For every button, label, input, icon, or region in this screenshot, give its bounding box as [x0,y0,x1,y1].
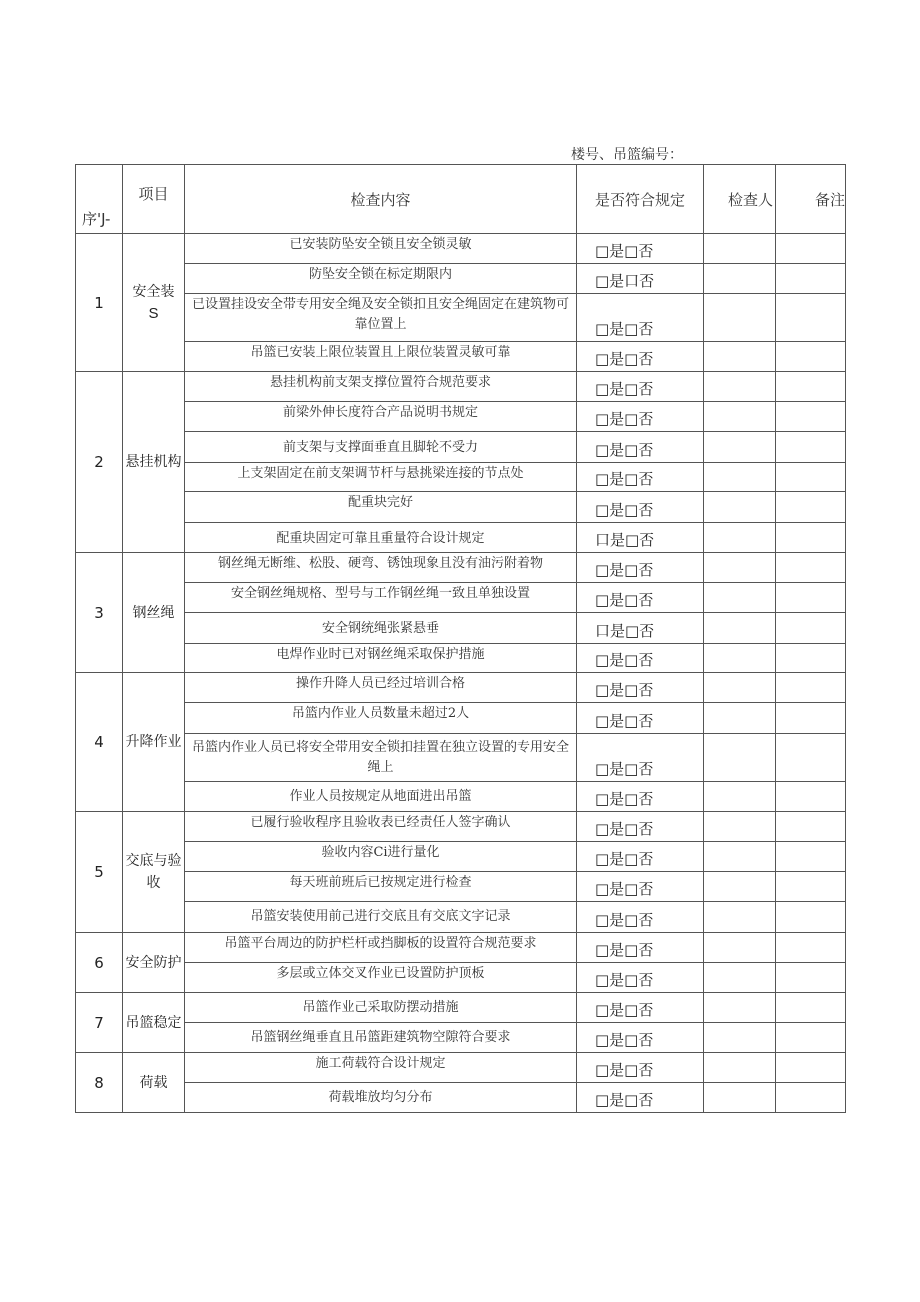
group-item-sub: S [148,304,159,322]
inspection-table [75,164,846,1113]
inspector-cell[interactable] [704,463,776,492]
remark-cell[interactable] [776,583,846,613]
check-content: 吊篮安装使用前己进行交底且有交底文字记录 [185,902,577,933]
check-content: 安全钢丝绳规格、型号与工作钢丝绳一致且单独设置 [185,583,577,613]
comply-checkbox[interactable]: □是□否 [577,342,704,372]
comply-checkbox[interactable]: 口是□否 [577,613,704,644]
remark-cell[interactable] [776,432,846,463]
check-content: 已履行验收程序且验收表已经责任人签字确认 [185,812,577,842]
inspector-cell[interactable] [704,902,776,933]
comply-checkbox[interactable]: □是□否 [577,644,704,673]
check-content: 吊篮已安装上限位装置且上限位装置灵敏可靠 [185,342,577,372]
check-content: 施工荷载符合设计规定 [185,1053,577,1083]
comply-checkbox[interactable]: □是□否 [577,234,704,264]
group-seq: 1 [76,234,123,372]
check-content: 前梁外伸长度符合产品说明书规定 [185,402,577,432]
check-content: 配重块固定可靠且重量符合设计规定 [185,523,577,553]
inspector-cell[interactable] [704,583,776,613]
check-content: 上支架固定在前支架调节杆与悬挑梁连接的节点处 [185,463,577,492]
remark-cell[interactable] [776,342,846,372]
group-seq: 3 [76,553,123,673]
inspector-cell[interactable] [704,432,776,463]
inspector-cell[interactable] [704,1053,776,1083]
inspector-cell[interactable] [704,933,776,963]
remark-cell[interactable] [776,933,846,963]
remark-cell[interactable] [776,1083,846,1113]
group-seq: 6 [76,933,123,993]
check-content: 操作升降人员已经过培训合格 [185,673,577,703]
group-seq: 8 [76,1053,123,1113]
table-row [76,644,846,673]
table-row [76,234,846,264]
remark-cell[interactable] [776,613,846,644]
remark-cell[interactable] [776,523,846,553]
inspector-cell[interactable] [704,812,776,842]
table-row [76,264,846,294]
group-item: 吊篮稳定 [123,993,185,1053]
table-row [76,963,846,993]
inspector-cell[interactable] [704,372,776,402]
table-row [76,842,846,872]
table-row [76,993,846,1023]
table-row [76,1053,846,1083]
remark-cell[interactable] [776,993,846,1023]
group-item: 安全装 S [123,234,185,372]
table-row [76,492,846,523]
comply-checkbox[interactable]: □是□否 [577,842,704,872]
table-row [76,613,846,644]
remark-cell[interactable] [776,1023,846,1053]
comply-checkbox[interactable]: □是□否 [577,902,704,933]
header-content: 检查内容 [185,165,577,234]
remark-cell[interactable] [776,734,846,782]
group-seq: 7 [76,993,123,1053]
remark-cell[interactable] [776,234,846,264]
comply-checkbox[interactable]: □是□否 [577,673,704,703]
inspector-cell[interactable] [704,492,776,523]
remark-cell[interactable] [776,782,846,812]
inspector-cell[interactable] [704,782,776,812]
table-row [76,583,846,613]
comply-checkbox[interactable]: □是□否 [577,1083,704,1113]
comply-checkbox[interactable]: □是□否 [577,372,704,402]
comply-checkbox[interactable]: □是□否 [577,872,704,902]
check-content: 钢丝绳无断维、松股、硬弯、锈蚀现象且没有油污附着物 [185,553,577,583]
table-row [76,902,846,933]
remark-cell[interactable] [776,402,846,432]
check-content: 防坠安全锁在标定期限内 [185,264,577,294]
table-row [76,1023,846,1053]
remark-cell[interactable] [776,872,846,902]
check-content: 多层或立体交叉作业已设置防护顶板 [185,963,577,993]
inspector-cell[interactable] [704,342,776,372]
comply-checkbox[interactable]: □是□否 [577,432,704,463]
check-content: 前支架与支撑面垂直且脚轮不受力 [185,432,577,463]
remark-cell[interactable] [776,812,846,842]
table-row [76,812,846,842]
remark-cell[interactable] [776,492,846,523]
check-content: 已设置挂设安全带专用安全绳及安全锁扣且安全绳固定在建筑物可靠位置上 [185,294,577,342]
group-item: 钢丝绳 [123,553,185,673]
comply-checkbox[interactable]: □是□否 [577,933,704,963]
group-item: 荷载 [123,1053,185,1113]
comply-checkbox[interactable]: □是□否 [577,963,704,993]
group-item: 安全防护 [123,933,185,993]
group-seq: 2 [76,372,123,553]
check-content: 吊篮作业己采取防摆动措施 [185,993,577,1023]
table-row [76,523,846,553]
check-content: 悬挂机构前支架支撑位置符合规范要求 [185,372,577,402]
remark-cell[interactable] [776,372,846,402]
inspector-cell[interactable] [704,673,776,703]
inspector-cell[interactable] [704,553,776,583]
header-seq: 序'J- [76,165,123,234]
comply-checkbox[interactable]: 口是□否 [577,523,704,553]
comply-checkbox[interactable]: □是□否 [577,734,704,782]
check-content: 吊篮内作业人员数量未超过2人 [185,703,577,734]
comply-checkbox[interactable]: □是□否 [577,402,704,432]
check-content: 荷载堆放均匀分布 [185,1083,577,1113]
comply-checkbox[interactable]: □是□否 [577,583,704,613]
table-row [76,872,846,902]
check-content: 配重块完好 [185,492,577,523]
inspector-cell[interactable] [704,1083,776,1113]
comply-checkbox[interactable]: □是□否 [577,553,704,583]
comply-checkbox[interactable]: □是□否 [577,492,704,523]
table-row [76,294,846,342]
remark-cell[interactable] [776,294,846,342]
check-content: 吊篮平台周边的防护栏杆或挡脚板的设置符合规范要求 [185,933,577,963]
table-row [76,553,846,583]
group-item: 悬挂机构 [123,372,185,553]
inspector-cell[interactable] [704,703,776,734]
header-remark: 备注 [776,165,846,234]
remark-cell[interactable] [776,673,846,703]
remark-cell[interactable] [776,902,846,933]
header-comply: 是否符合规定 [577,165,704,234]
comply-checkbox[interactable]: □是□否 [577,782,704,812]
comply-checkbox[interactable]: □是□否 [577,294,704,342]
remark-cell[interactable] [776,553,846,583]
group-seq: 4 [76,673,123,812]
check-content: 验收内容Ci进行量化 [185,842,577,872]
check-content: 安全钢统绳张紧悬垂 [185,613,577,644]
table-row [76,734,846,782]
comply-checkbox[interactable]: □是口否 [577,264,704,294]
comply-checkbox[interactable]: □是□否 [577,812,704,842]
group-seq: 5 [76,812,123,933]
header-item: 项目 [123,165,185,234]
table-row [76,933,846,963]
inspector-cell[interactable] [704,294,776,342]
group-item: 升降作业 [123,673,185,812]
check-content: 吊篮钢丝绳垂直且吊篮距建筑物空隙符合要求 [185,1023,577,1053]
comply-checkbox[interactable]: □是□否 [577,1023,704,1053]
comply-checkbox[interactable]: □是□否 [577,993,704,1023]
inspector-cell[interactable] [704,613,776,644]
check-content: 已安装防坠安全锁且安全锁灵敏 [185,234,577,264]
check-content: 吊篮内作业人员已将安全带用安全锁扣挂置在独立设置的专用安全绳上 [185,734,577,782]
remark-cell[interactable] [776,463,846,492]
remark-cell[interactable] [776,963,846,993]
table-row [76,673,846,703]
table-row [76,372,846,402]
remark-cell[interactable] [776,703,846,734]
check-content: 每天班前班后已按规定进行检查 [185,872,577,902]
remark-cell[interactable] [776,1053,846,1083]
remark-cell[interactable] [776,842,846,872]
table-row [76,703,846,734]
check-content: 电焊作业时已对钢丝绳采取保护措施 [185,644,577,673]
inspector-cell[interactable] [704,523,776,553]
header-inspector: 检查人 [704,165,776,234]
table-row [76,782,846,812]
remark-cell[interactable] [776,644,846,673]
inspector-cell[interactable] [704,644,776,673]
table-row [76,1083,846,1113]
inspector-cell[interactable] [704,1023,776,1053]
table-header-row [76,165,846,234]
group-item: 交底与验收 [123,812,185,933]
table-row [76,402,846,432]
inspector-cell[interactable] [704,963,776,993]
inspector-cell[interactable] [704,264,776,294]
remark-cell[interactable] [776,264,846,294]
inspector-cell[interactable] [704,234,776,264]
inspector-cell[interactable] [704,842,776,872]
table-row [76,463,846,492]
table-row [76,342,846,372]
inspector-cell[interactable] [704,872,776,902]
inspector-cell[interactable] [704,993,776,1023]
comply-checkbox[interactable]: □是□否 [577,463,704,492]
check-content: 作业人员按规定从地面进出吊篮 [185,782,577,812]
inspector-cell[interactable] [704,734,776,782]
comply-checkbox[interactable]: □是□否 [577,1053,704,1083]
building-basket-number-label: 楼号、吊篮编号： [571,147,683,163]
inspector-cell[interactable] [704,402,776,432]
comply-checkbox[interactable]: □是□否 [577,703,704,734]
table-row [76,432,846,463]
